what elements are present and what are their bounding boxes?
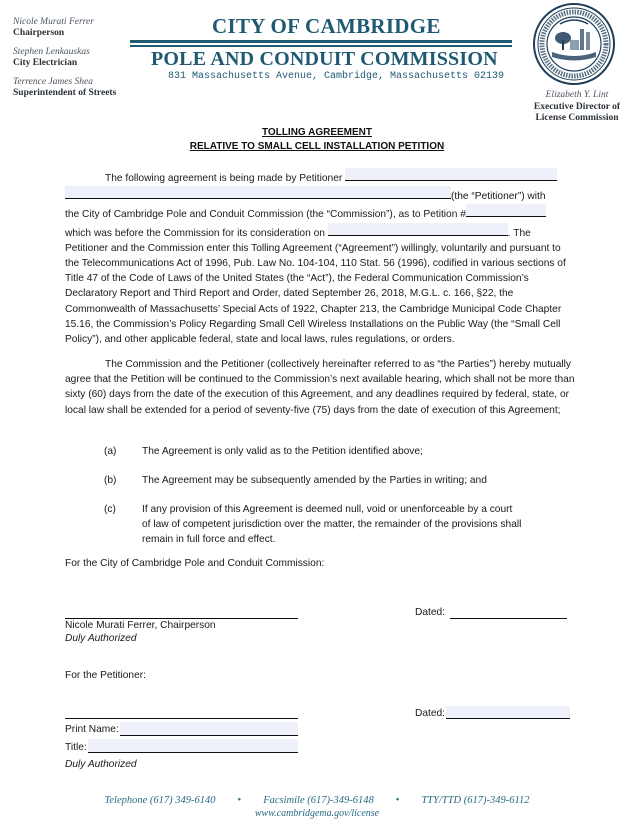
dated-label: Dated: bbox=[415, 607, 446, 618]
text: the City of Cambridge Pole and Conduit Commission (the “Commission”), as to Petition # bbox=[65, 209, 466, 221]
text: The following agreement is being made by Petitioner bbox=[105, 173, 343, 184]
tty-number: TTY/TTD (617)-349-6112 bbox=[421, 795, 530, 806]
executive-director bbox=[527, 90, 627, 125]
official-role: Superintendent of Streets bbox=[13, 88, 117, 98]
document-title bbox=[0, 126, 634, 153]
line bbox=[65, 168, 575, 186]
official-name: Nicole Murati Ferrer bbox=[13, 17, 94, 27]
official-superintendent bbox=[13, 77, 153, 99]
facsimile-number: Facsimile (617)-349-6148 bbox=[263, 795, 374, 806]
list-marker: (c) bbox=[104, 504, 116, 515]
petitioner-signature-line[interactable] bbox=[65, 718, 298, 719]
paragraph-1 bbox=[65, 168, 575, 347]
list-text: If any provision of this Agreement is deemed null, void or unenforceable by a court of law of competent jurisdiction over the matter, the remainder of the provisions shall remain in full force and effect. bbox=[142, 504, 522, 546]
print-name-label: Print Name: bbox=[65, 724, 119, 735]
consideration-date-field[interactable] bbox=[328, 223, 508, 236]
petition-number-field[interactable] bbox=[466, 204, 546, 217]
petitioner-name-field[interactable] bbox=[345, 168, 557, 181]
director-role: License Commission bbox=[535, 113, 619, 123]
title-label: Title: bbox=[65, 742, 87, 753]
text: which was before the Commission for its consideration on bbox=[65, 227, 325, 239]
city-seal-icon bbox=[530, 2, 618, 86]
list-text: The Agreement is only valid as to the Petition identified above; bbox=[142, 446, 423, 457]
paragraph-2 bbox=[65, 357, 575, 418]
city-name-heading: CITY OF CAMBRIDGE bbox=[212, 14, 441, 38]
commission-signer-name: Nicole Murati Ferrer, Chairperson bbox=[65, 620, 216, 631]
duly-authorized-label: Duly Authorized bbox=[65, 759, 137, 770]
commission-signature-line[interactable] bbox=[65, 618, 298, 619]
header-rule bbox=[130, 45, 512, 47]
line bbox=[65, 204, 575, 222]
print-name-field[interactable] bbox=[120, 722, 298, 736]
officials-list bbox=[13, 17, 153, 107]
line bbox=[65, 186, 575, 204]
subtitle-line: RELATIVE TO SMALL CELL INSTALLATION PETITION bbox=[189, 140, 445, 152]
official-city-electrician bbox=[13, 47, 153, 69]
text: The Commission and the Petitioner (collectively hereinafter referred to as “the Parties”) hereby mutually agree that the Petition will be continued to the Commission’s next available hearing, which shall not be more than sixty (60) days from the date of the execution of this Agreement, and any deadlines required by federal, state, or local law shall be extended for a period of seventy-five (75) days from the date of execution of this Agreement; bbox=[65, 359, 575, 416]
petitioner-signature-heading: For the Petitioner: bbox=[65, 670, 146, 681]
official-name: Terrence James Shea bbox=[13, 77, 94, 87]
telephone-number: Telephone (617) 349-6140 bbox=[104, 795, 216, 806]
bullet-separator-icon: • bbox=[395, 795, 400, 806]
list-marker: (a) bbox=[104, 446, 117, 457]
commission-date-line[interactable] bbox=[450, 618, 567, 619]
title-field[interactable] bbox=[88, 739, 298, 753]
duly-authorized-label: Duly Authorized bbox=[65, 633, 137, 644]
title-line: TOLLING AGREEMENT bbox=[262, 127, 372, 138]
petitioner-date-field[interactable] bbox=[446, 706, 570, 719]
official-role: Chairperson bbox=[13, 28, 65, 38]
paragraph-body: Petitioner and the Commission enter this Tolling Agreement (“Agreement”) willingly, voluntarily and pursuant to the Telecommunications Act of 1996, Pub. Law No. 104-104, 110 Stat. 56 (1996), codified in various sections of Title 47 of the Code of Laws of the United States (the “Act”), the Federal Communication Commission’s Declaratory Report and Third Report and Order, dated September 26, 2018, M.G.L. c. 166, §22, the Commonwealth of Massachusetts’ Special Acts of 1922, Chapter 213, the Cambridge Municipal Code Chapter 15.16, the Commission’s Policy Regarding Small Cell Wireless Installations on the Public Way (the “Small Cell Policy”), and other applicable federal, state and local laws, rules regulations, or orders. bbox=[65, 242, 566, 346]
official-role: City Electrician bbox=[13, 58, 78, 68]
list-marker: (b) bbox=[104, 475, 117, 486]
dated-label: Dated: bbox=[415, 708, 446, 719]
text: (the “Petitioner”) with bbox=[451, 191, 546, 203]
director-name: Elizabeth Y. Lint bbox=[545, 90, 609, 100]
bullet-separator-icon: • bbox=[237, 795, 242, 806]
footer-contacts bbox=[0, 795, 634, 806]
header-rule bbox=[130, 40, 512, 43]
petitioner-name-field-continued[interactable] bbox=[65, 186, 451, 199]
official-name: Stephen Lenkauskas bbox=[13, 47, 90, 57]
official-chairperson bbox=[13, 17, 153, 39]
director-role: Executive Director of bbox=[533, 101, 621, 112]
commission-address: 831 Massachusetts Avenue, Cambridge, Massachusetts 02139 bbox=[168, 71, 505, 82]
commission-signature-heading: For the City of Cambridge Pole and Conduit Commission: bbox=[65, 558, 325, 569]
text: . The bbox=[507, 227, 531, 239]
list-text: The Agreement may be subsequently amended by the Parties in writing; and bbox=[142, 475, 487, 486]
footer-website[interactable]: www.cambridgema.gov/license bbox=[254, 808, 380, 819]
line bbox=[65, 223, 575, 241]
commission-name-heading: POLE AND CONDUIT COMMISSION bbox=[151, 48, 498, 70]
